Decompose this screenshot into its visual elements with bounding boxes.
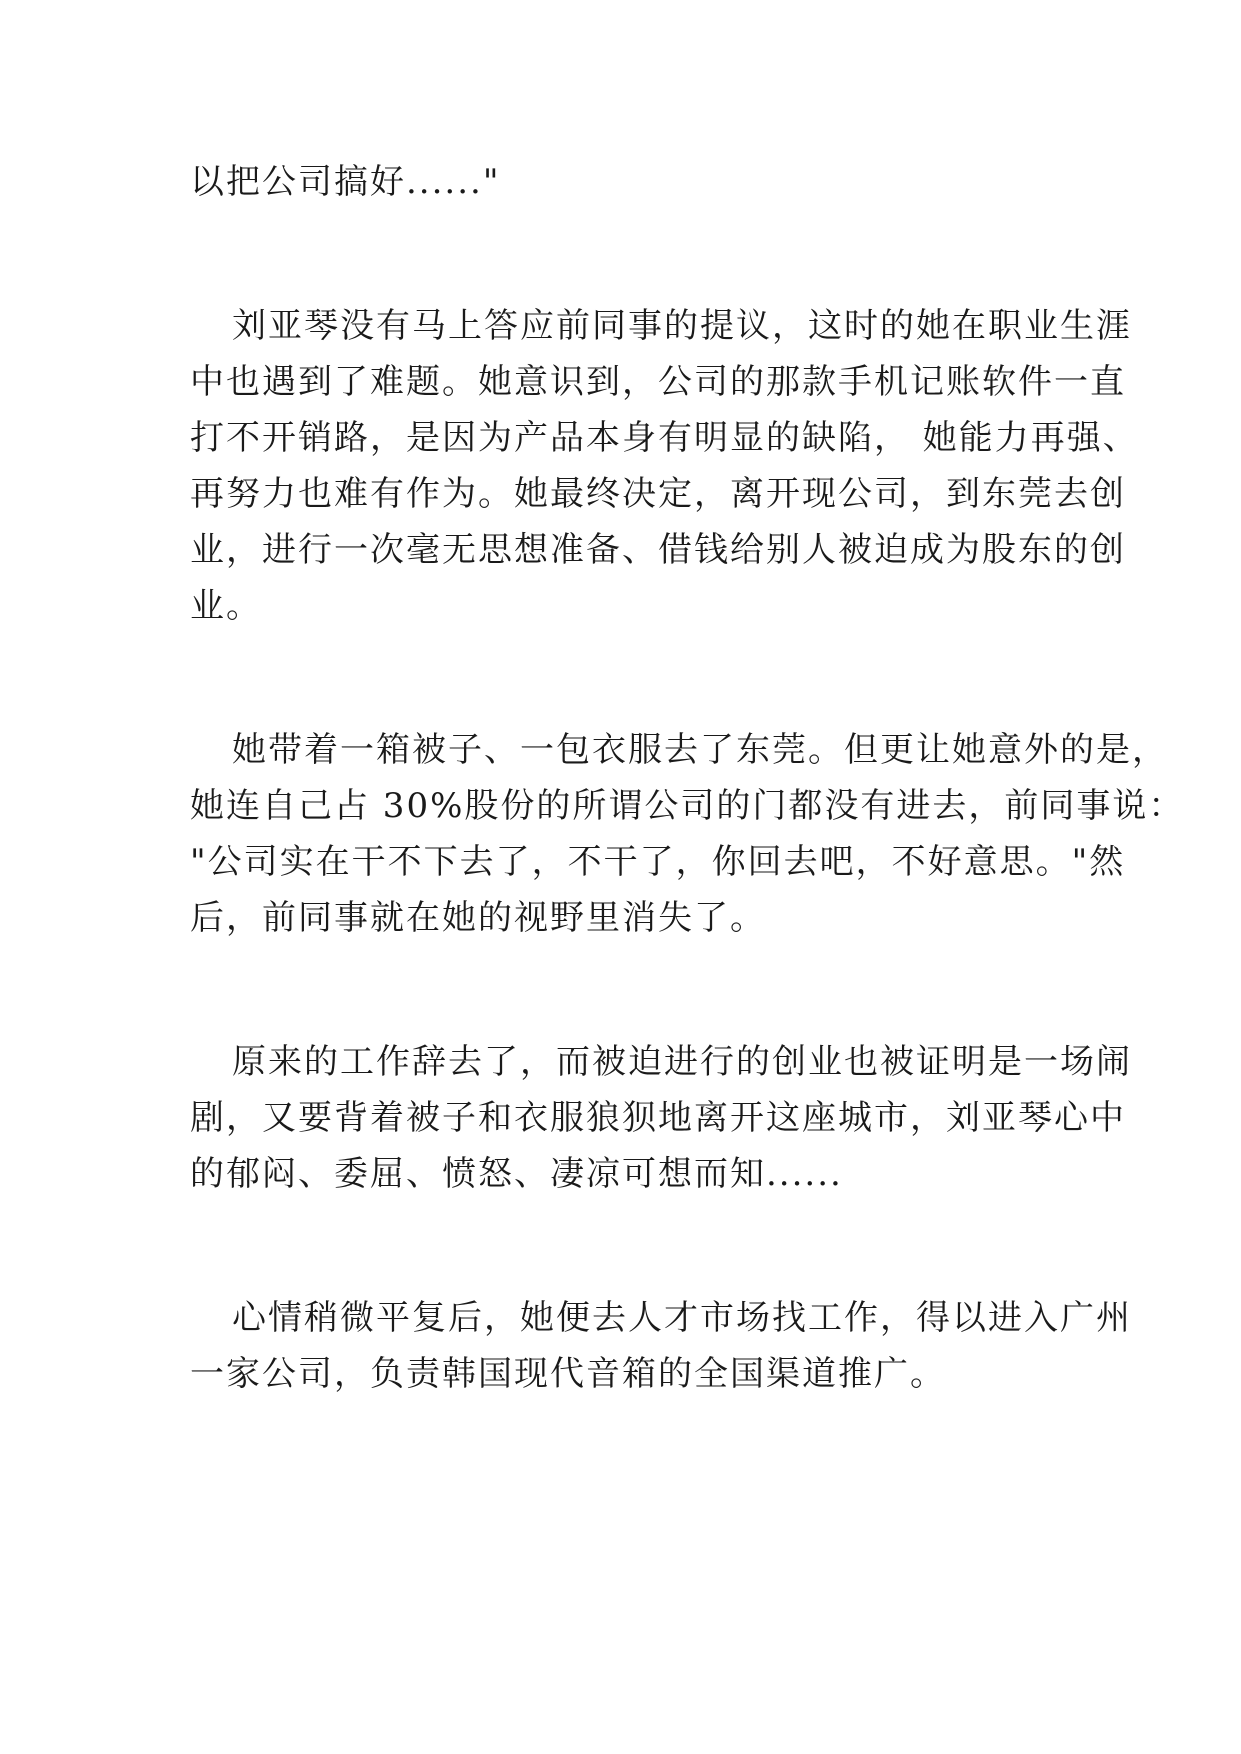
paragraph-line: 一家公司，负责韩国现代音箱的全国渠道推广。 xyxy=(190,1354,946,1394)
paragraph-line: 刘亚琴没有马上答应前同事的提议，这时的她在职业生涯 xyxy=(232,306,1132,346)
paragraph-line: 后，前同事就在她的视野里消失了。 xyxy=(190,898,766,938)
paragraph-line: 业。 xyxy=(190,586,262,626)
paragraph-line: 以把公司搞好......" xyxy=(190,162,501,202)
paragraph-line: 再努力也难有作为。她最终决定，离开现公司，到东莞去创 xyxy=(190,474,1126,514)
paragraph-line: 打不开销路，是因为产品本身有明显的缺陷， 她能力再强、 xyxy=(190,418,1139,458)
paragraph-line: 中也遇到了难题。她意识到，公司的那款手机记账软件一直 xyxy=(190,362,1126,402)
paragraph-line: 心情稍微平复后，她便去人才市场找工作，得以进入广州 xyxy=(232,1298,1132,1338)
paragraph-line: 业，进行一次毫无思想准备、借钱给别人被迫成为股东的创 xyxy=(190,530,1126,570)
paragraph-line: 她带着一箱被子、一包衣服去了东莞。但更让她意外的是， xyxy=(232,730,1168,770)
paragraph-line: 她连自己占 30%股份的所谓公司的门都没有进去，前同事说： xyxy=(190,786,1185,826)
paragraph-line: 的郁闷、委屈、愤怒、凄凉可想而知...... xyxy=(190,1154,843,1194)
paragraph-line: 剧，又要背着被子和衣服狼狈地离开这座城市，刘亚琴心中 xyxy=(190,1098,1126,1138)
paragraph-line: 原来的工作辞去了，而被迫进行的创业也被证明是一场闹 xyxy=(232,1042,1132,1082)
paragraph-line: "公司实在干不下去了，不干了，你回去吧，不好意思。"然 xyxy=(190,842,1126,882)
